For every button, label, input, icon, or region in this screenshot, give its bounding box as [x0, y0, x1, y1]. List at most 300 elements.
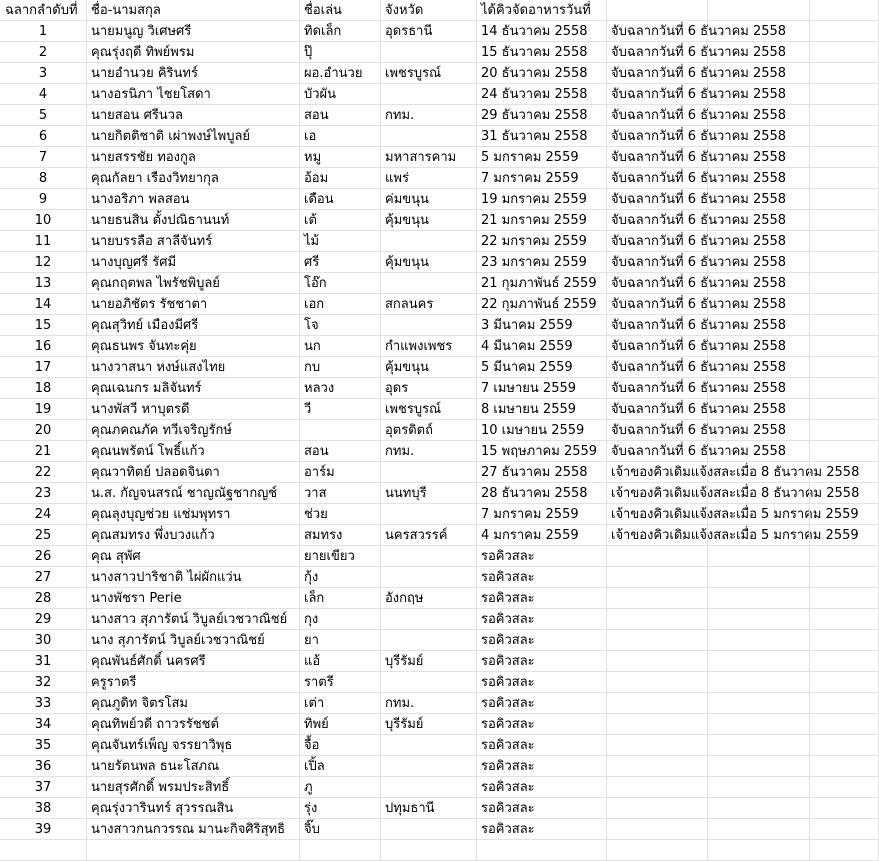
cell-full-name[interactable]: นายธนสิน ตั้งปณิธานนท์	[87, 210, 300, 231]
cell-note[interactable]	[607, 735, 708, 756]
cell-province[interactable]	[381, 630, 477, 651]
cell-extra-1[interactable]	[708, 441, 810, 462]
cell-note[interactable]	[607, 693, 708, 714]
cell-extra-2[interactable]	[810, 273, 879, 294]
empty-cell[interactable]	[477, 840, 607, 861]
cell-province[interactable]: เพชรบูรณ์	[381, 63, 477, 84]
cell-queue-date[interactable]: 19 มกราคม 2559	[477, 189, 607, 210]
cell-draw-number[interactable]: 32	[0, 672, 87, 693]
cell-extra-1[interactable]	[708, 462, 810, 483]
cell-full-name[interactable]: นายรัตนพล ธนะโสภณ	[87, 756, 300, 777]
cell-extra-1[interactable]	[708, 588, 810, 609]
cell-extra-2[interactable]	[810, 126, 879, 147]
cell-extra-2[interactable]	[810, 777, 879, 798]
cell-extra-1[interactable]	[708, 84, 810, 105]
cell-extra-2[interactable]	[810, 672, 879, 693]
cell-nickname[interactable]: ทิดเล็ก	[300, 21, 381, 42]
header-extra-2[interactable]	[810, 0, 879, 21]
cell-full-name[interactable]: นางสาว สุภารัตน์ วิบูลย์เวชวาณิชย์	[87, 609, 300, 630]
cell-full-name[interactable]: คุณ สุพัศ	[87, 546, 300, 567]
cell-nickname[interactable]: ราตรี	[300, 672, 381, 693]
cell-queue-date[interactable]: 21 มกราคม 2559	[477, 210, 607, 231]
cell-extra-2[interactable]	[810, 630, 879, 651]
cell-full-name[interactable]: นาง สุภารัตน์ วิบูลย์เวชวาณิชย์	[87, 630, 300, 651]
cell-queue-date[interactable]: 24 ธันวาคม 2558	[477, 84, 607, 105]
cell-queue-date[interactable]: รอคิวสละ	[477, 567, 607, 588]
cell-nickname[interactable]: หมู	[300, 147, 381, 168]
cell-nickname[interactable]: เดือน	[300, 189, 381, 210]
cell-full-name[interactable]: คุณกฤตพล ไพรัชพิบูลย์	[87, 273, 300, 294]
cell-full-name[interactable]: คุณรุ่งฤดี ทิพย์พรม	[87, 42, 300, 63]
cell-nickname[interactable]: กุ้ง	[300, 567, 381, 588]
cell-queue-date[interactable]: รอคิวสละ	[477, 714, 607, 735]
cell-extra-2[interactable]	[810, 651, 879, 672]
cell-province[interactable]: นครสวรรค์	[381, 525, 477, 546]
header-nickname[interactable]: ชื่อเล่น	[300, 0, 381, 21]
cell-extra-1[interactable]	[708, 420, 810, 441]
cell-full-name[interactable]: นางอริภา พลสอน	[87, 189, 300, 210]
cell-note[interactable]: จับฉลากวันที่ 6 ธันวาคม 2558	[607, 63, 708, 84]
cell-province[interactable]: กำแพงเพชร	[381, 336, 477, 357]
cell-full-name[interactable]: คุณเฉนกร มลิจันทร์	[87, 378, 300, 399]
cell-draw-number[interactable]: 14	[0, 294, 87, 315]
cell-extra-2[interactable]	[810, 735, 879, 756]
cell-extra-2[interactable]	[810, 525, 879, 546]
cell-queue-date[interactable]: 15 ธันวาคม 2558	[477, 42, 607, 63]
cell-note[interactable]	[607, 609, 708, 630]
cell-province[interactable]: อุตรดิตถ์	[381, 420, 477, 441]
cell-extra-1[interactable]	[708, 672, 810, 693]
cell-extra-1[interactable]	[708, 189, 810, 210]
header-note[interactable]	[607, 0, 708, 21]
cell-extra-2[interactable]	[810, 336, 879, 357]
cell-draw-number[interactable]: 31	[0, 651, 87, 672]
cell-extra-1[interactable]	[708, 504, 810, 525]
cell-extra-1[interactable]	[708, 483, 810, 504]
cell-extra-2[interactable]	[810, 357, 879, 378]
cell-queue-date[interactable]: 21 กุมภาพันธ์ 2559	[477, 273, 607, 294]
cell-note[interactable]	[607, 588, 708, 609]
cell-queue-date[interactable]: รอคิวสละ	[477, 735, 607, 756]
cell-province[interactable]	[381, 84, 477, 105]
cell-province[interactable]: เพชรบูรณ์	[381, 399, 477, 420]
cell-province[interactable]: อังกฤษ	[381, 588, 477, 609]
cell-queue-date[interactable]: รอคิวสละ	[477, 777, 607, 798]
empty-cell[interactable]	[708, 840, 810, 861]
cell-extra-2[interactable]	[810, 399, 879, 420]
cell-province[interactable]: คุ้มขนุน	[381, 210, 477, 231]
cell-note[interactable]: จับฉลากวันที่ 6 ธันวาคม 2558	[607, 399, 708, 420]
cell-note[interactable]: จับฉลากวันที่ 6 ธันวาคม 2558	[607, 441, 708, 462]
cell-nickname[interactable]: อ้อม	[300, 168, 381, 189]
cell-province[interactable]	[381, 672, 477, 693]
cell-draw-number[interactable]: 5	[0, 105, 87, 126]
cell-queue-date[interactable]: รอคิวสละ	[477, 630, 607, 651]
cell-draw-number[interactable]: 34	[0, 714, 87, 735]
cell-draw-number[interactable]: 15	[0, 315, 87, 336]
cell-province[interactable]	[381, 735, 477, 756]
cell-nickname[interactable]: วี	[300, 399, 381, 420]
cell-extra-1[interactable]	[708, 819, 810, 840]
cell-extra-1[interactable]	[708, 357, 810, 378]
cell-queue-date[interactable]: รอคิวสละ	[477, 693, 607, 714]
cell-extra-1[interactable]	[708, 210, 810, 231]
cell-extra-1[interactable]	[708, 126, 810, 147]
cell-extra-1[interactable]	[708, 252, 810, 273]
cell-draw-number[interactable]: 17	[0, 357, 87, 378]
cell-province[interactable]	[381, 819, 477, 840]
cell-note[interactable]: จับฉลากวันที่ 6 ธันวาคม 2558	[607, 273, 708, 294]
cell-extra-1[interactable]	[708, 630, 810, 651]
cell-province[interactable]	[381, 504, 477, 525]
cell-full-name[interactable]: นางวาสนา หงษ์แสงไทย	[87, 357, 300, 378]
cell-province[interactable]	[381, 567, 477, 588]
cell-note[interactable]: จับฉลากวันที่ 6 ธันวาคม 2558	[607, 189, 708, 210]
cell-province[interactable]: แพร่	[381, 168, 477, 189]
cell-full-name[interactable]: นายกิตติชาติ เผ่าพงษ์ไพบูลย์	[87, 126, 300, 147]
cell-note[interactable]	[607, 567, 708, 588]
cell-note[interactable]: เจ้าของคิวเดิมแจ้งสละเมื่อ 8 ธันวาคม 2558	[607, 462, 708, 483]
cell-note[interactable]	[607, 630, 708, 651]
cell-draw-number[interactable]: 10	[0, 210, 87, 231]
cell-extra-1[interactable]	[708, 798, 810, 819]
cell-nickname[interactable]: ไม้	[300, 231, 381, 252]
cell-extra-2[interactable]	[810, 420, 879, 441]
cell-extra-1[interactable]	[708, 42, 810, 63]
cell-full-name[interactable]: นายสรรชัย ทองกูล	[87, 147, 300, 168]
cell-note[interactable]	[607, 819, 708, 840]
header-extra-1[interactable]	[708, 0, 810, 21]
cell-province[interactable]: สกลนคร	[381, 294, 477, 315]
cell-note[interactable]: เจ้าของคิวเดิมแจ้งสละเมื่อ 5 มกราคม 2559	[607, 504, 708, 525]
empty-cell[interactable]	[300, 840, 381, 861]
cell-draw-number[interactable]: 39	[0, 819, 87, 840]
cell-extra-2[interactable]	[810, 21, 879, 42]
cell-nickname[interactable]: เปิ้ล	[300, 756, 381, 777]
cell-draw-number[interactable]: 24	[0, 504, 87, 525]
cell-queue-date[interactable]: 7 มกราคม 2559	[477, 504, 607, 525]
cell-extra-2[interactable]	[810, 168, 879, 189]
cell-draw-number[interactable]: 9	[0, 189, 87, 210]
cell-extra-1[interactable]	[708, 168, 810, 189]
cell-nickname[interactable]: โอ๊ก	[300, 273, 381, 294]
cell-full-name[interactable]: คุณกัลยา เรืองวิทยากุล	[87, 168, 300, 189]
cell-draw-number[interactable]: 1	[0, 21, 87, 42]
cell-extra-2[interactable]	[810, 189, 879, 210]
cell-draw-number[interactable]: 11	[0, 231, 87, 252]
cell-extra-2[interactable]	[810, 609, 879, 630]
cell-extra-1[interactable]	[708, 714, 810, 735]
cell-province[interactable]: บุรีรัมย์	[381, 714, 477, 735]
cell-extra-1[interactable]	[708, 546, 810, 567]
cell-note[interactable]	[607, 714, 708, 735]
cell-extra-2[interactable]	[810, 756, 879, 777]
cell-queue-date[interactable]: 20 ธันวาคม 2558	[477, 63, 607, 84]
cell-draw-number[interactable]: 23	[0, 483, 87, 504]
cell-nickname[interactable]: นก	[300, 336, 381, 357]
cell-nickname[interactable]: เอก	[300, 294, 381, 315]
cell-draw-number[interactable]: 16	[0, 336, 87, 357]
cell-draw-number[interactable]: 29	[0, 609, 87, 630]
cell-extra-2[interactable]	[810, 252, 879, 273]
cell-draw-number[interactable]: 18	[0, 378, 87, 399]
cell-nickname[interactable]: ผอ.อำนวย	[300, 63, 381, 84]
cell-nickname[interactable]: สมทรง	[300, 525, 381, 546]
cell-full-name[interactable]: คุณทิพย์วดี ถาวรรัชชต์	[87, 714, 300, 735]
cell-full-name[interactable]: นายสอน ศรีนวล	[87, 105, 300, 126]
cell-nickname[interactable]: รุ่ง	[300, 798, 381, 819]
cell-note[interactable]: จับฉลากวันที่ 6 ธันวาคม 2558	[607, 336, 708, 357]
cell-extra-1[interactable]	[708, 63, 810, 84]
cell-province[interactable]: ปทุมธานี	[381, 798, 477, 819]
cell-queue-date[interactable]: 31 ธันวาคม 2558	[477, 126, 607, 147]
cell-queue-date[interactable]: รอคิวสละ	[477, 588, 607, 609]
cell-province[interactable]: กทม.	[381, 693, 477, 714]
header-draw-number[interactable]: ฉลากลำดับที่	[0, 0, 87, 21]
cell-province[interactable]: กทม.	[381, 441, 477, 462]
cell-draw-number[interactable]: 28	[0, 588, 87, 609]
cell-full-name[interactable]: คุณสมทรง พึ่งบวงแก้ว	[87, 525, 300, 546]
header-province[interactable]: จังหวัด	[381, 0, 477, 21]
cell-nickname[interactable]: บัวผัน	[300, 84, 381, 105]
cell-nickname[interactable]: ศรี	[300, 252, 381, 273]
cell-draw-number[interactable]: 36	[0, 756, 87, 777]
cell-province[interactable]	[381, 609, 477, 630]
cell-province[interactable]: มหาสารคาม	[381, 147, 477, 168]
cell-province[interactable]	[381, 756, 477, 777]
cell-province[interactable]	[381, 42, 477, 63]
cell-queue-date[interactable]: 22 กุมภาพันธ์ 2559	[477, 294, 607, 315]
cell-queue-date[interactable]: 7 เมษายน 2559	[477, 378, 607, 399]
cell-nickname[interactable]: แอ้	[300, 651, 381, 672]
cell-note[interactable]: จับฉลากวันที่ 6 ธันวาคม 2558	[607, 420, 708, 441]
cell-full-name[interactable]: คุณธนพร จันทะคุ่ย	[87, 336, 300, 357]
cell-extra-2[interactable]	[810, 462, 879, 483]
cell-nickname[interactable]: กุง	[300, 609, 381, 630]
cell-province[interactable]	[381, 315, 477, 336]
cell-extra-2[interactable]	[810, 483, 879, 504]
cell-full-name[interactable]: นายอำนวย คิรินทร์	[87, 63, 300, 84]
cell-extra-2[interactable]	[810, 588, 879, 609]
cell-queue-date[interactable]: รอคิวสละ	[477, 546, 607, 567]
cell-note[interactable]: จับฉลากวันที่ 6 ธันวาคม 2558	[607, 357, 708, 378]
cell-extra-1[interactable]	[708, 693, 810, 714]
cell-full-name[interactable]: ครูราตรี	[87, 672, 300, 693]
cell-draw-number[interactable]: 25	[0, 525, 87, 546]
cell-nickname[interactable]: ภู	[300, 777, 381, 798]
cell-note[interactable]: เจ้าของคิวเดิมแจ้งสละเมื่อ 8 ธันวาคม 2558	[607, 483, 708, 504]
cell-province[interactable]: คุ้มขนุน	[381, 357, 477, 378]
empty-cell[interactable]	[810, 840, 879, 861]
cell-province[interactable]: ค่มขนุน	[381, 189, 477, 210]
cell-extra-2[interactable]	[810, 42, 879, 63]
cell-note[interactable]: จับฉลากวันที่ 6 ธันวาคม 2558	[607, 147, 708, 168]
cell-nickname[interactable]: เล็ก	[300, 588, 381, 609]
cell-note[interactable]: จับฉลากวันที่ 6 ธันวาคม 2558	[607, 252, 708, 273]
empty-cell[interactable]	[381, 840, 477, 861]
cell-draw-number[interactable]: 26	[0, 546, 87, 567]
cell-nickname[interactable]: เอ	[300, 126, 381, 147]
cell-draw-number[interactable]: 13	[0, 273, 87, 294]
cell-province[interactable]	[381, 126, 477, 147]
cell-queue-date[interactable]: รอคิวสละ	[477, 609, 607, 630]
cell-province[interactable]	[381, 231, 477, 252]
cell-note[interactable]: จับฉลากวันที่ 6 ธันวาคม 2558	[607, 378, 708, 399]
cell-extra-2[interactable]	[810, 567, 879, 588]
cell-note[interactable]: จับฉลากวันที่ 6 ธันวาคม 2558	[607, 315, 708, 336]
cell-extra-1[interactable]	[708, 756, 810, 777]
cell-queue-date[interactable]: รอคิวสละ	[477, 672, 607, 693]
cell-full-name[interactable]: นางพัสวี หาบุตรดี	[87, 399, 300, 420]
cell-extra-1[interactable]	[708, 651, 810, 672]
cell-full-name[interactable]: คุณภูดิท จิตรโสม	[87, 693, 300, 714]
cell-full-name[interactable]: คุณรุ่งวารินทร์ สุวรรณสิน	[87, 798, 300, 819]
cell-full-name[interactable]: นางสาวกนกวรรณ มานะกิจศิริสุทธิ	[87, 819, 300, 840]
cell-nickname[interactable]: อาร์ม	[300, 462, 381, 483]
cell-full-name[interactable]: นางพัชรา Perie	[87, 588, 300, 609]
cell-extra-1[interactable]	[708, 105, 810, 126]
cell-draw-number[interactable]: 3	[0, 63, 87, 84]
cell-extra-2[interactable]	[810, 714, 879, 735]
cell-queue-date[interactable]: 27 ธันวาคม 2558	[477, 462, 607, 483]
cell-extra-2[interactable]	[810, 693, 879, 714]
cell-draw-number[interactable]: 35	[0, 735, 87, 756]
cell-extra-2[interactable]	[810, 798, 879, 819]
cell-extra-1[interactable]	[708, 336, 810, 357]
empty-cell[interactable]	[87, 840, 300, 861]
cell-queue-date[interactable]: 3 มีนาคม 2559	[477, 315, 607, 336]
cell-draw-number[interactable]: 7	[0, 147, 87, 168]
cell-note[interactable]: จับฉลากวันที่ 6 ธันวาคม 2558	[607, 231, 708, 252]
cell-full-name[interactable]: นายอภิชัตร รัชชาตา	[87, 294, 300, 315]
cell-nickname[interactable]: หลวง	[300, 378, 381, 399]
empty-cell[interactable]	[607, 840, 708, 861]
cell-full-name[interactable]: นางสาวปาริชาติ ไผ่ผักแว่น	[87, 567, 300, 588]
cell-note[interactable]: จับฉลากวันที่ 6 ธันวาคม 2558	[607, 105, 708, 126]
cell-queue-date[interactable]: รอคิวสละ	[477, 798, 607, 819]
cell-full-name[interactable]: คุณนพรัตน์ โพธิ์แก้ว	[87, 441, 300, 462]
cell-note[interactable]	[607, 546, 708, 567]
cell-queue-date[interactable]: 4 มีนาคม 2559	[477, 336, 607, 357]
cell-extra-1[interactable]	[708, 777, 810, 798]
cell-extra-2[interactable]	[810, 315, 879, 336]
cell-note[interactable]: จับฉลากวันที่ 6 ธันวาคม 2558	[607, 84, 708, 105]
cell-nickname[interactable]: กบ	[300, 357, 381, 378]
cell-extra-2[interactable]	[810, 63, 879, 84]
cell-province[interactable]	[381, 777, 477, 798]
cell-nickname[interactable]: วาส	[300, 483, 381, 504]
empty-cell[interactable]	[0, 840, 87, 861]
cell-full-name[interactable]: คุณภคณภัค ทวีเจริญรักษ์	[87, 420, 300, 441]
cell-note[interactable]: จับฉลากวันที่ 6 ธันวาคม 2558	[607, 42, 708, 63]
header-full-name[interactable]: ชื่อ-นามสกุล	[87, 0, 300, 21]
cell-note[interactable]: จับฉลากวันที่ 6 ธันวาคม 2558	[607, 294, 708, 315]
cell-extra-2[interactable]	[810, 294, 879, 315]
cell-queue-date[interactable]: 28 ธันวาคม 2558	[477, 483, 607, 504]
cell-queue-date[interactable]: 5 มกราคม 2559	[477, 147, 607, 168]
cell-extra-1[interactable]	[708, 525, 810, 546]
cell-extra-1[interactable]	[708, 21, 810, 42]
cell-draw-number[interactable]: 21	[0, 441, 87, 462]
cell-full-name[interactable]: คุณพันธ์ศักดิ์ นครศรี	[87, 651, 300, 672]
cell-nickname[interactable]: ยา	[300, 630, 381, 651]
cell-extra-2[interactable]	[810, 84, 879, 105]
cell-full-name[interactable]: น.ส. กัญจนสรณ์ ชาญณัฐชากญช์	[87, 483, 300, 504]
cell-province[interactable]	[381, 546, 477, 567]
cell-nickname[interactable]: เต่า	[300, 693, 381, 714]
cell-note[interactable]	[607, 651, 708, 672]
cell-draw-number[interactable]: 22	[0, 462, 87, 483]
cell-note[interactable]	[607, 798, 708, 819]
cell-nickname[interactable]: เต้	[300, 210, 381, 231]
cell-province[interactable]: กทม.	[381, 105, 477, 126]
cell-nickname[interactable]: ทิพย์	[300, 714, 381, 735]
cell-queue-date[interactable]: 5 มีนาคม 2559	[477, 357, 607, 378]
cell-note[interactable]	[607, 756, 708, 777]
cell-full-name[interactable]: นางบุญศรี รัศมี	[87, 252, 300, 273]
cell-queue-date[interactable]: 23 มกราคม 2559	[477, 252, 607, 273]
cell-draw-number[interactable]: 19	[0, 399, 87, 420]
cell-province[interactable]: อุดรธานี	[381, 21, 477, 42]
cell-draw-number[interactable]: 2	[0, 42, 87, 63]
cell-nickname[interactable]: สอน	[300, 441, 381, 462]
cell-note[interactable]: จับฉลากวันที่ 6 ธันวาคม 2558	[607, 210, 708, 231]
cell-nickname[interactable]: จื้อ	[300, 735, 381, 756]
cell-province[interactable]	[381, 462, 477, 483]
cell-extra-2[interactable]	[810, 504, 879, 525]
cell-draw-number[interactable]: 38	[0, 798, 87, 819]
cell-extra-1[interactable]	[708, 567, 810, 588]
cell-note[interactable]: จับฉลากวันที่ 6 ธันวาคม 2558	[607, 168, 708, 189]
cell-province[interactable]: บุรีรัมย์	[381, 651, 477, 672]
cell-note[interactable]: จับฉลากวันที่ 6 ธันวาคม 2558	[607, 21, 708, 42]
cell-extra-2[interactable]	[810, 231, 879, 252]
cell-extra-1[interactable]	[708, 315, 810, 336]
cell-draw-number[interactable]: 8	[0, 168, 87, 189]
cell-extra-2[interactable]	[810, 441, 879, 462]
cell-draw-number[interactable]: 30	[0, 630, 87, 651]
cell-queue-date[interactable]: 15 พฤษภาคม 2559	[477, 441, 607, 462]
cell-full-name[interactable]: นายมนูญ วิเศษศรี	[87, 21, 300, 42]
cell-extra-1[interactable]	[708, 399, 810, 420]
cell-queue-date[interactable]: รอคิวสละ	[477, 756, 607, 777]
cell-note[interactable]: เจ้าของคิวเดิมแจ้งสละเมื่อ 5 มกราคม 2559	[607, 525, 708, 546]
cell-extra-2[interactable]	[810, 147, 879, 168]
cell-full-name[interactable]: คุณวาทิตย์ ปลอดจินดา	[87, 462, 300, 483]
cell-nickname[interactable]: ยายเขียว	[300, 546, 381, 567]
cell-draw-number[interactable]: 20	[0, 420, 87, 441]
cell-nickname[interactable]: สอน	[300, 105, 381, 126]
cell-full-name[interactable]: นายสุรศักดิ์ พรมประสิทธิ์	[87, 777, 300, 798]
header-queue-date[interactable]: ได้คิวจัดอาหารวันที่	[477, 0, 607, 21]
cell-full-name[interactable]: นางอรนิภา ไชยโสดา	[87, 84, 300, 105]
cell-full-name[interactable]: คุณลุงบุญช่วย แช่มพุทรา	[87, 504, 300, 525]
cell-nickname[interactable]: ช่วย	[300, 504, 381, 525]
cell-note[interactable]	[607, 777, 708, 798]
cell-queue-date[interactable]: 4 มกราคม 2559	[477, 525, 607, 546]
cell-extra-1[interactable]	[708, 735, 810, 756]
cell-nickname[interactable]: ปุ๊	[300, 42, 381, 63]
cell-queue-date[interactable]: 22 มกราคม 2559	[477, 231, 607, 252]
cell-full-name[interactable]: คุณสุวิทย์ เมืองมีศรี	[87, 315, 300, 336]
cell-extra-2[interactable]	[810, 105, 879, 126]
cell-extra-2[interactable]	[810, 378, 879, 399]
cell-draw-number[interactable]: 4	[0, 84, 87, 105]
cell-queue-date[interactable]: รอคิวสละ	[477, 819, 607, 840]
cell-full-name[interactable]: คุณจันทร์เพ็ญ จรรยาวิพุธ	[87, 735, 300, 756]
cell-extra-1[interactable]	[708, 147, 810, 168]
cell-queue-date[interactable]: รอคิวสละ	[477, 651, 607, 672]
